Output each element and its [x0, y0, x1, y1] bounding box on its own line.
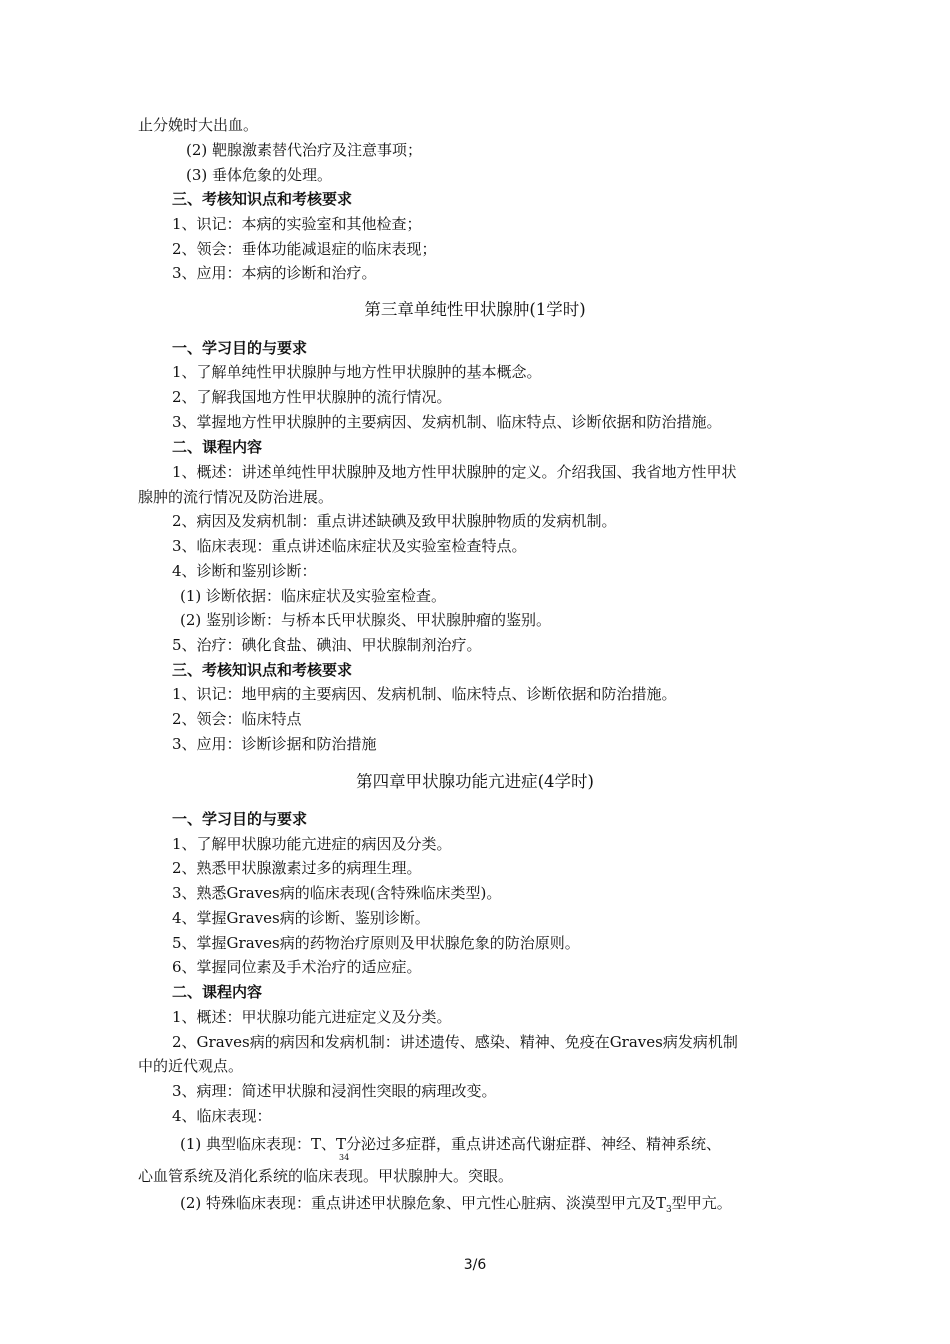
text-line: 5、治疗：碘化食盐、碘油、甲状腺制剂治疗。 — [172, 636, 482, 654]
section-heading: 三、考核知识点和考核要求 — [172, 661, 353, 679]
text-line: 中的近代观点。 — [138, 1057, 244, 1075]
text-line: 2、病因及发病机制：重点讲述缺碘及致甲状腺肿物质的发病机制。 — [172, 512, 617, 530]
chapter-title: 第四章甲状腺功能亢进症(4学时) — [356, 772, 594, 791]
text-line: 2、熟悉甲状腺激素过多的病理生理。 — [172, 859, 422, 877]
text-line: 腺肿的流行情况及防治进展。 — [138, 488, 334, 506]
section-heading: 二、课程内容 — [172, 438, 263, 456]
section-heading: 一、学习目的与要求 — [172, 810, 308, 828]
text-line: 2、领会：垂体功能减退症的临床表现； — [172, 240, 437, 258]
text-line: 2、领会：临床特点 — [172, 710, 302, 728]
text-line: 1、概述：甲状腺功能亢进症定义及分类。 — [172, 1008, 452, 1026]
text-line — [180, 1193, 732, 1220]
text-line: 2、Graves病的病因和发病机制：讲述遗传、感染、精神、免疫在Graves病发病机制 — [172, 1033, 738, 1051]
text-line: (1) 诊断依据：临床症状及实验室检查。 — [180, 587, 447, 605]
text-line: 心血管系统及消化系统的临床表现。甲状腺肿大。突眼。 — [138, 1167, 514, 1185]
text-line: 4、掌握Graves病的诊断、鉴别诊断。 — [172, 909, 430, 927]
text-line: 1、了解甲状腺功能亢进症的病因及分类。 — [172, 835, 452, 853]
text-line: 4、诊断和鉴别诊断： — [172, 562, 317, 580]
text-line: 1、识记：地甲病的主要病因、发病机制、临床特点、诊断依据和防治措施。 — [172, 685, 677, 703]
subscript-3: 3 — [666, 1205, 672, 1215]
text-line: 3、应用：诊断诊据和防治措施 — [172, 735, 377, 753]
text-segment: 型甲亢。 — [671, 1194, 732, 1212]
text-line: 3、熟悉Graves病的临床表现(含特殊临床类型)。 — [172, 884, 502, 902]
page-number: 3/6 — [463, 1257, 487, 1273]
section-heading: 一、学习目的与要求 — [172, 339, 308, 357]
section-heading: 二、课程内容 — [172, 983, 263, 1001]
chapter-title: 第三章单纯性甲状腺肿(1学时) — [364, 300, 586, 319]
text-line: 6、掌握同位素及手术治疗的适应症。 — [172, 958, 422, 976]
text-line: 3、应用：本病的诊断和治疗。 — [172, 264, 377, 282]
text-line: 1、了解单纯性甲状腺肿与地方性甲状腺肿的基本概念。 — [172, 363, 542, 381]
text-line: 4、临床表现： — [172, 1107, 272, 1125]
text-line: 3、临床表现：重点讲述临床症状及实验室检查特点。 — [172, 537, 527, 555]
text-line: 3、掌握地方性甲状腺肿的主要病因、发病机制、临床特点、诊断依据和防治措施。 — [172, 413, 722, 431]
text-line: (3) 垂体危象的处理。 — [186, 166, 333, 184]
text-line: 5、掌握Graves病的药物治疗原则及甲状腺危象的防治原则。 — [172, 934, 580, 952]
text-line: 3、病理：简述甲状腺和浸润性突眼的病理改变。 — [172, 1082, 497, 1100]
text-line: 1、概述：讲述单纯性甲状腺肿及地方性甲状腺肿的定义。介绍我国、我省地方性甲状 — [172, 463, 737, 481]
text-line: (2) 靶腺激素替代治疗及注意事项； — [186, 141, 423, 159]
text-line: 止分娩时大出血。 — [138, 116, 259, 134]
text-line: 1、识记：本病的实验室和其他检查； — [172, 215, 422, 233]
text-line: (2) 鉴别诊断：与桥本氏甲状腺炎、甲状腺肿瘤的鉴别。 — [180, 611, 552, 629]
subscript-digits: 34 — [339, 1153, 350, 1162]
text-segment: (2) 特殊临床表现：重点讲述甲状腺危象、甲亢性心脏病、淡漠型甲亢及T — [180, 1194, 667, 1212]
section-heading: 三、考核知识点和考核要求 — [172, 190, 353, 208]
text-line: (1) 典型临床表现：T、T分泌过多症群，重点讲述高代谢症群、神经、精神系统、 — [180, 1135, 722, 1153]
text-line: 2、了解我国地方性甲状腺肿的流行情况。 — [172, 388, 452, 406]
